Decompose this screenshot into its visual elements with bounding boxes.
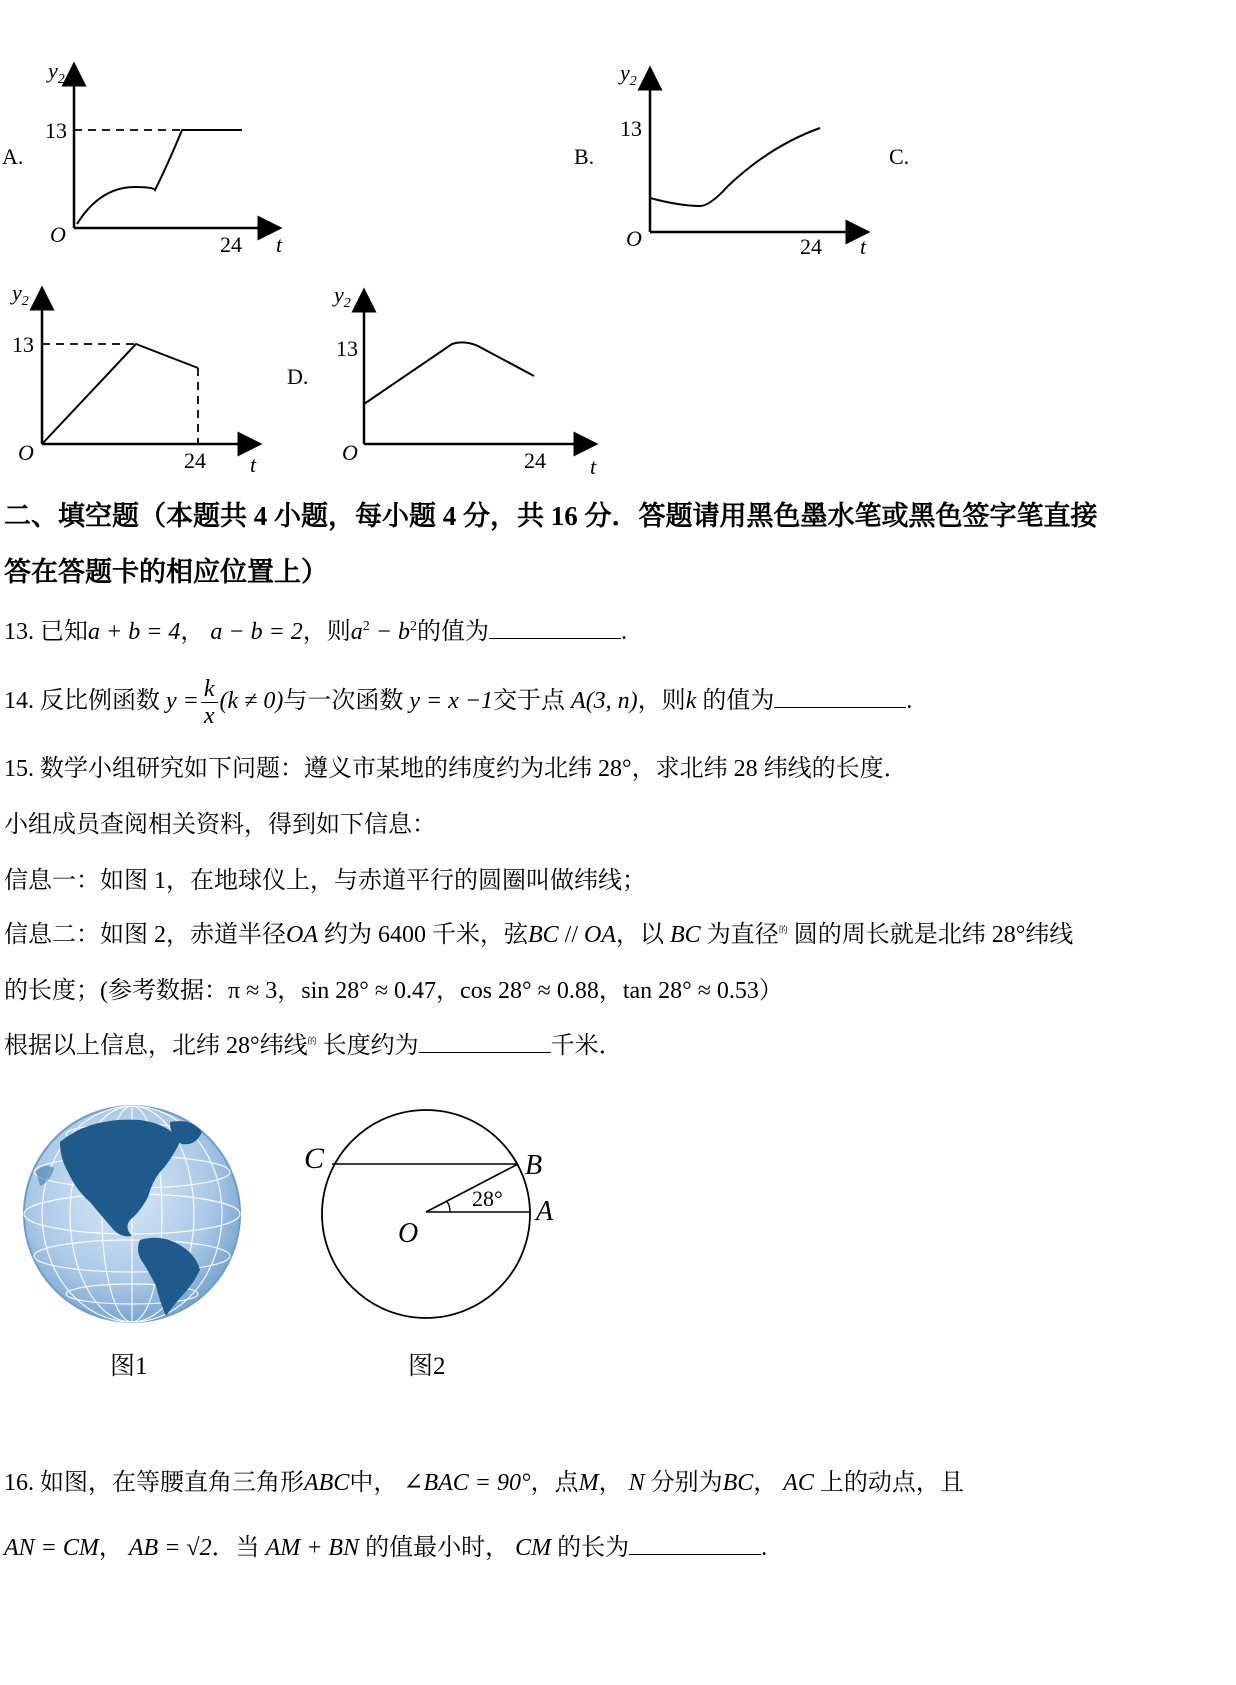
question-15-line3: 信息一：如图 1，在地球仪上，与赤道平行的圆圈叫做纬线； (4, 868, 646, 894)
y-axis-label: $y_2$ (48, 58, 65, 87)
graph-c (6, 278, 276, 478)
origin-label: O (18, 440, 34, 465)
question-15-line6: 根据以上信息，北纬 28°纬线$^的$ 长度约为 千米． (4, 1030, 623, 1061)
option-b-label: B. (574, 144, 595, 169)
question-16-line1: 16. 如图，在等腰直角三角形ABC中， ∠BAC = 90°，点M， N 分别为BC， AC 上的动点，且 (4, 1470, 964, 1496)
option-d-label: D. (287, 364, 309, 389)
question-15-line4: 信息二：如图 2，赤道半径OA 约为 6400 千米，弦BC // OA，以 BC 为直径$^的$ 圆的周长就是北纬 28°纬线 (4, 922, 1074, 948)
y-axis-label: $y_2$ (12, 280, 29, 309)
section-2-heading-line2: 答在答题卡的相应位置上） (4, 557, 328, 587)
x-axis-label: t (590, 454, 597, 479)
question-13: 13. 已知a + b = 4， a − b = 2，则$a^2 - b^2$的值为 . (4, 616, 627, 647)
answer-blank-14[interactable] (774, 685, 906, 708)
point-b-label: B (525, 1150, 543, 1181)
y-axis-label: $y_2$ (620, 60, 637, 89)
point-o-label: O (398, 1218, 419, 1249)
angle-arc (446, 1201, 450, 1212)
question-16-line2: AN = CM， AB = √2．当 AM + BN 的值最小时， CM 的长为 . (4, 1532, 767, 1563)
answer-blank-16[interactable] (629, 1532, 761, 1555)
point-a-label: A (536, 1196, 554, 1227)
curve (77, 130, 242, 224)
x-axis-label: t (276, 232, 283, 257)
origin-label: O (342, 440, 358, 465)
question-15-line1: 15. 数学小组研究如下问题：遵义市某地的纬度约为北纬 28°，求北纬 28 纬线的长度． (4, 756, 908, 782)
tick-13: 13 (620, 116, 642, 141)
curve (650, 128, 820, 206)
x-axis-label: t (250, 452, 257, 477)
section-2-heading-line1: 二、填空题（本题共 4 小题，每小题 4 分，共 16 分．答题请用黑色墨水笔或黑色签字笔直接 (4, 501, 1098, 531)
graph-b (610, 56, 880, 266)
circle-figure (292, 1100, 582, 1330)
figure-2-caption: 图2 (408, 1353, 446, 1380)
figure-1-caption: 图1 (110, 1353, 148, 1380)
tick-13: 13 (45, 118, 67, 143)
graph-d (328, 280, 608, 480)
tick-24: 24 (220, 232, 242, 257)
line-segments (42, 344, 198, 444)
answer-blank-13[interactable] (489, 616, 621, 639)
tick-24: 24 (184, 448, 206, 473)
tick-13: 13 (12, 332, 34, 357)
origin-label: O (626, 226, 642, 251)
answer-blank-15[interactable] (419, 1030, 551, 1053)
tick-24: 24 (524, 448, 546, 473)
option-a-label: A. (2, 144, 24, 169)
tick-13: 13 (336, 336, 358, 361)
point-c-label: C (304, 1142, 325, 1175)
x-axis-label: t (860, 234, 867, 259)
question-15-line2: 小组成员查阅相关资料，得到如下信息： (4, 812, 436, 838)
option-c-label: C. (889, 144, 910, 169)
origin-label: O (50, 222, 66, 247)
tick-24: 24 (800, 234, 822, 259)
circle-o (322, 1110, 530, 1318)
fraction-k-over-x: $\frac{k}{x}$ (201, 676, 218, 729)
curve (364, 342, 534, 404)
question-15-line5: 的长度；(参考数据：π ≈ 3，sin 28° ≈ 0.47，cos 28° ≈ 0.88，tan 28° ≈ 0.53） (4, 978, 783, 1004)
graph-a (40, 52, 300, 262)
y-axis-label: $y_2$ (334, 282, 351, 311)
angle-label: 28° (472, 1186, 503, 1211)
question-14: 14. 反比例函数 y = $\frac{k}{x}$ (k ≠ 0)与一次函数 y = x −1交于点 A(3, n)，则k 的值为 . (4, 676, 913, 729)
globe-figure (20, 1102, 244, 1326)
